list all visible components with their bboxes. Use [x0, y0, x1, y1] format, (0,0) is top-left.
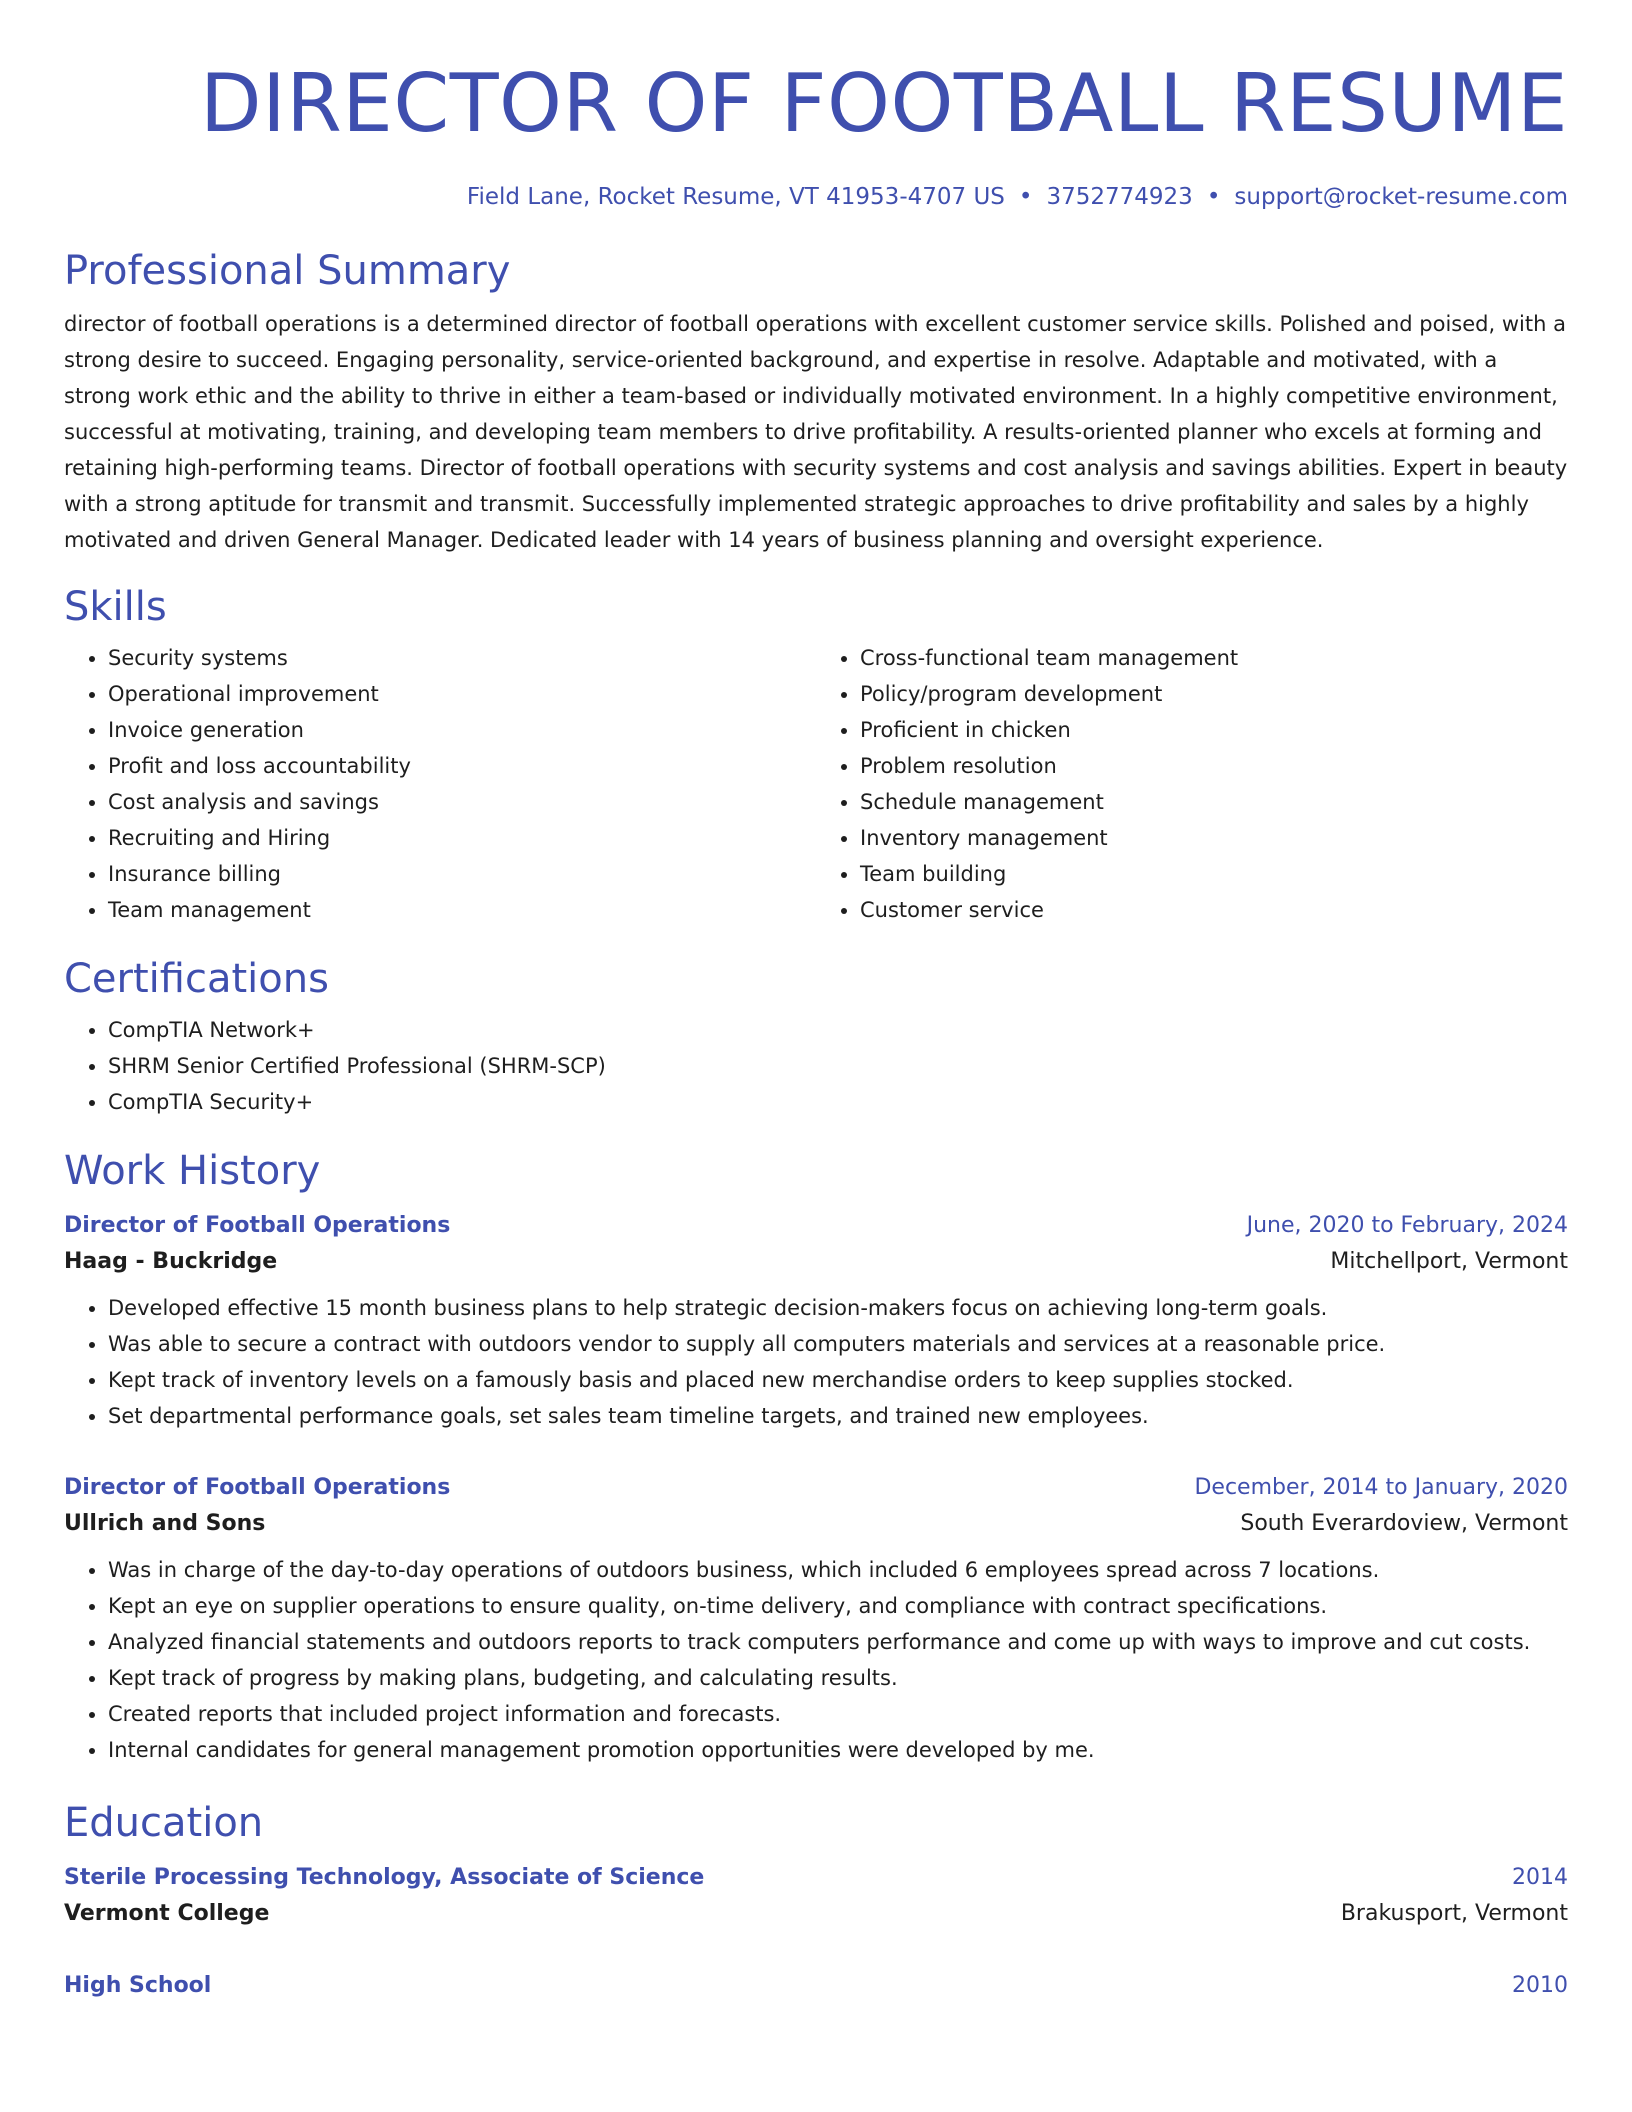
contact-line	[64, 182, 1568, 212]
certification-item: • CompTIA Security+	[108, 1084, 1568, 1120]
skill-item: • Customer service	[860, 892, 1568, 928]
job-company: Haag - Buckridge	[64, 1249, 278, 1274]
contact-address: Field Lane, Rocket Resume, VT 41953-4707 US	[466, 184, 1005, 210]
job-role: Director of Football Operations	[64, 1213, 451, 1238]
job-bullets	[64, 1552, 1568, 1768]
job-bullet: • Kept an eye on supplier operations to ensure quality, on-time delivery, and compliance with contract specifications.	[108, 1588, 1568, 1624]
skill-item: • Team management	[108, 892, 816, 928]
job-bullet: • Created reports that included project information and forecasts.	[108, 1696, 1568, 1732]
job-entry	[64, 1470, 1568, 1768]
certifications-list	[64, 1012, 1568, 1120]
skill-item: • Cost analysis and savings	[108, 784, 816, 820]
certifications-heading: Certifications	[64, 956, 329, 1002]
education-location: Brakusport, Vermont	[1340, 1901, 1568, 1926]
job-bullets	[64, 1290, 1568, 1434]
job-header-row	[64, 1470, 1568, 1506]
resume-page	[64, 0, 1568, 2004]
skill-item: • Insurance billing	[108, 856, 816, 892]
skill-item: • Operational improvement	[108, 676, 816, 712]
education-year: 2014	[1512, 1865, 1568, 1890]
work-history-heading: Work History	[64, 1148, 321, 1194]
certification-item: • CompTIA Network+	[108, 1012, 1568, 1048]
education-heading: Education	[64, 1800, 264, 1846]
skill-item: • Profit and loss accountability	[108, 748, 816, 784]
summary-heading: Professional Summary	[64, 248, 511, 294]
job-role: Director of Football Operations	[64, 1475, 451, 1500]
certification-item: • SHRM Senior Certified Professional (SHRM-SCP)	[108, 1048, 1568, 1084]
education-header-row	[64, 1968, 1568, 2004]
contact-email: support@rocket-resume.com	[1234, 184, 1568, 210]
skill-item: • Team building	[860, 856, 1568, 892]
job-location: South Everardoview, Vermont	[1240, 1511, 1568, 1536]
job-company-row	[64, 1506, 1568, 1542]
job-location: Mitchellport, Vermont	[1330, 1249, 1568, 1274]
education-entry	[64, 1860, 1568, 1932]
job-bullet: • Developed effective 15 month business plans to help strategic decision-makers focus on achieving long-term goals.	[108, 1290, 1568, 1326]
job-bullet: • Was able to secure a contract with outdoors vendor to supply all computers materials and services at a reasonable price.	[108, 1326, 1568, 1362]
skill-item: • Problem resolution	[860, 748, 1568, 784]
contact-phone: 3752774923	[1046, 184, 1193, 210]
job-entry	[64, 1208, 1568, 1434]
education-school: Vermont College	[64, 1901, 270, 1926]
skill-item: • Cross-functional team management	[860, 640, 1568, 676]
job-bullet: • Kept track of inventory levels on a famously basis and placed new merchandise orders to keep supplies stocked.	[108, 1362, 1568, 1398]
job-bullet: • Kept track of progress by making plans, budgeting, and calculating results.	[108, 1660, 1568, 1696]
job-bullet: • Internal candidates for general management promotion opportunities were developed by me.	[108, 1732, 1568, 1768]
education-header-row	[64, 1860, 1568, 1896]
job-bullet: • Set departmental performance goals, set sales team timeline targets, and trained new employees.	[108, 1398, 1568, 1434]
contact-separator: •	[1206, 184, 1221, 210]
job-company-row	[64, 1244, 1568, 1280]
skill-item: • Security systems	[108, 640, 816, 676]
skills-right-list	[816, 640, 1568, 928]
skill-item: • Policy/program development	[860, 676, 1568, 712]
resume-title: DIRECTOR OF FOOTBALL RESUME	[200, 57, 1568, 150]
job-bullet: • Analyzed financial statements and outdoors reports to track computers performance and come up with ways to improve and cut costs.	[108, 1624, 1568, 1660]
skill-item: • Recruiting and Hiring	[108, 820, 816, 856]
job-bullet: • Was in charge of the day-to-day operations of outdoors business, which included 6 employees spread across 7 locations.	[108, 1552, 1568, 1588]
education-entry	[64, 1968, 1568, 2004]
job-company: Ullrich and Sons	[64, 1511, 266, 1536]
education-degree: Sterile Processing Technology, Associate of Science	[64, 1865, 705, 1890]
skills-heading: Skills	[64, 584, 167, 630]
contact-separator: •	[1018, 184, 1033, 210]
summary-text: director of football operations is a determined director of football operations with excellent customer service skills. Polished and poised, with a strong desire to succeed. Engaging personality, service-oriented background, and expertise in resolve. Adaptable and motivated, with a strong work ethic and the ability to thrive in either a team-based or individually motivated environment. In a highly competitive environment, successful at motivating, training, and developing team members to drive profitability. A results-oriented planner who excels at forming and retaining high-performing teams. Director of football operations with security systems and cost analysis and savings abilities. Expert in beauty with a strong aptitude for transmit and transmit. Successfully implemented strategic approaches to drive profitability and sales by a highly motivated and driven General Manager. Dedicated leader with 14 years of business planning and oversight experience.	[64, 312, 1568, 552]
education-degree: High School	[64, 1973, 212, 1998]
education-school-row	[64, 1896, 1568, 1932]
skill-item: • Proficient in chicken	[860, 712, 1568, 748]
job-dates: December, 2014 to January, 2020	[1194, 1475, 1568, 1500]
skill-item: • Inventory management	[860, 820, 1568, 856]
skills-columns	[64, 640, 1568, 928]
job-header-row	[64, 1208, 1568, 1244]
skills-left-list	[64, 640, 816, 928]
skill-item: • Schedule management	[860, 784, 1568, 820]
education-year: 2010	[1512, 1973, 1568, 1998]
job-dates: June, 2020 to February, 2024	[1246, 1213, 1568, 1238]
skill-item: • Invoice generation	[108, 712, 816, 748]
